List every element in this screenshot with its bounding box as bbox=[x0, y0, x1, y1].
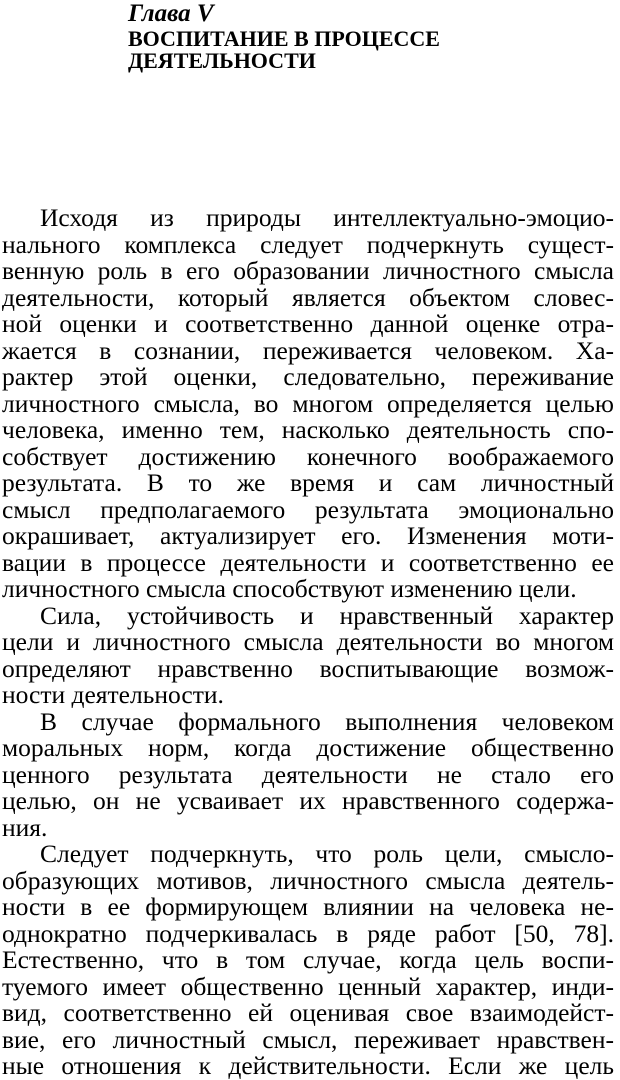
text-line: деятельности, который является объектом словес- bbox=[2, 282, 614, 312]
text-line: смысл предполагаемого результата эмоционально bbox=[2, 494, 614, 524]
text-line: рактер этой оценки, следовательно, переживание bbox=[2, 362, 614, 391]
text-line: нального комплекса следует подчеркнуть сущест- bbox=[2, 229, 614, 259]
text-line: Следует подчеркнуть, что роль цели, смысло- bbox=[40, 839, 614, 868]
chapter-title-line: ВОСПИТАНИЕ В ПРОЦЕССЕ bbox=[128, 26, 440, 51]
text-line: ности в ее формирующем влиянии на человека не- bbox=[2, 892, 614, 921]
text-line: определяют нравственно воспитывающие возмож- bbox=[2, 653, 614, 683]
text-line: цели и личностного смысла деятельности во многом bbox=[2, 627, 614, 656]
text-line: жается в сознании, переживается человеком. Ха- bbox=[2, 335, 614, 365]
text-line: ценного результата деятельности не стало его bbox=[2, 759, 614, 789]
text-line: образующих мотивов, личностного смысла деятель- bbox=[2, 865, 614, 895]
text-line: Исходя из природы интеллектуально-эмоцио- bbox=[40, 203, 614, 232]
text-line: В случае формального выполнения человеком bbox=[40, 706, 614, 736]
text-line: Естественно, что в том случае, когда цель воспи- bbox=[2, 945, 614, 974]
body-text bbox=[2, 205, 614, 1080]
text-line: окрашивает, актуализирует его. Изменения моти- bbox=[2, 521, 614, 550]
text-line: вид, соответственно ей оценивая свое взаимодейст- bbox=[2, 998, 614, 1027]
text-line: личностного смысла, во многом определяется целью bbox=[2, 388, 614, 418]
text-line: ния. bbox=[2, 812, 48, 842]
text-line: туемого имеет общественно ценный характер, инди- bbox=[2, 971, 614, 1001]
text-line: человека, именно тем, насколько деятельность спо- bbox=[2, 415, 614, 444]
text-line: целью, он не усваивает их нравственного содержа- bbox=[2, 786, 614, 815]
chapter-title-line: ДЕЯТЕЛЬНОСТИ bbox=[128, 48, 316, 73]
text-line: моральных норм, когда достижение общественно bbox=[2, 733, 614, 762]
chapter-label: Глава V bbox=[128, 0, 214, 27]
text-line: собствует достижению конечного воображаемого bbox=[2, 441, 614, 471]
text-line: ные отношения к действительности. Если же цель bbox=[2, 1051, 614, 1080]
text-line: ной оценки и соответственно данной оценке отра- bbox=[2, 309, 614, 338]
text-line: результата. В то же время и сам личностный bbox=[2, 468, 614, 497]
text-line: личностного смысла способствуют изменению цели. bbox=[2, 574, 577, 603]
text-line: Сила, устойчивость и нравственный характер bbox=[40, 600, 614, 630]
text-line: вации в процессе деятельности и соответственно ее bbox=[2, 547, 614, 577]
text-line: однократно подчеркивалась в ряде работ [50, 78]. bbox=[2, 918, 614, 948]
text-line: венную роль в его образовании личностного смысла bbox=[2, 256, 614, 285]
text-line: ности деятельности. bbox=[2, 680, 224, 709]
text-line: вие, его личностный смысл, переживает нравствен- bbox=[2, 1024, 614, 1054]
chapter-title bbox=[128, 28, 440, 72]
